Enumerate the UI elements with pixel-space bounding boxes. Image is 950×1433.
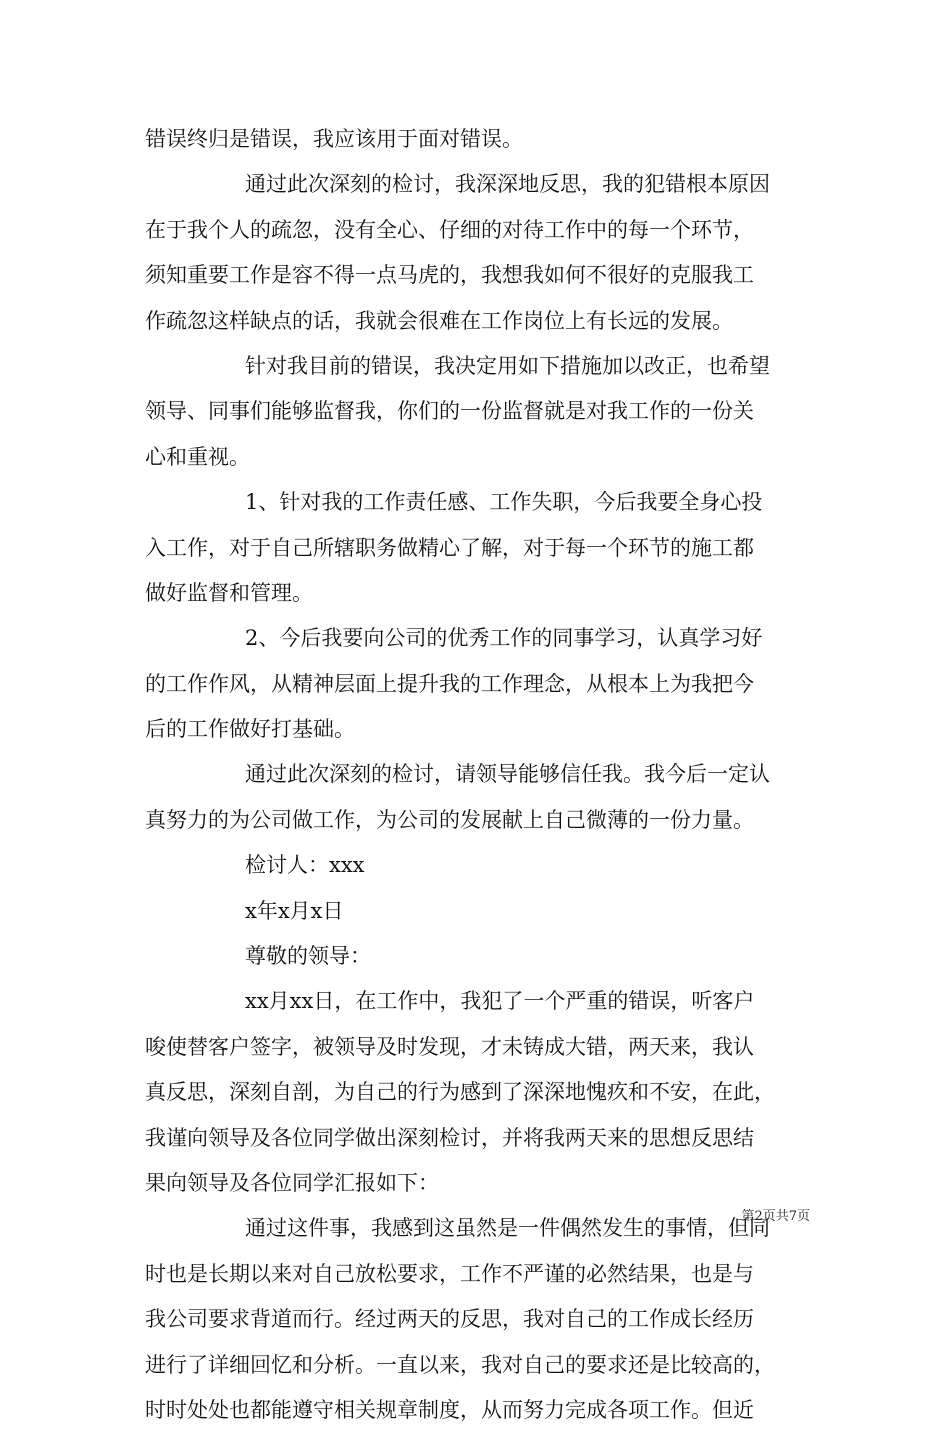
page-number: 第2页共7页 <box>741 1209 810 1224</box>
text-line: 我公司要求背道而行。经过两天的反思，我对自己的工作成长经历 <box>145 1307 754 1332</box>
text-line: 进行了详细回忆和分析。一直以来，我对自己的要求还是比较高的， <box>145 1352 775 1377</box>
text-line: 时时处处也都能遵守相关规章制度，从而努力完成各项工作。但近 <box>145 1397 754 1422</box>
text-line: 1、针对我的工作责任感、工作失职，今后我要全身心投 <box>245 490 763 515</box>
text-line: 后的工作做好打基础。 <box>145 717 355 742</box>
signature-label: 检讨人：xxx <box>245 853 365 878</box>
text-line: 真反思，深刻自剖，为自己的行为感到了深深地愧疚和不安，在此， <box>145 1080 775 1105</box>
text-line: 心和重视。 <box>145 444 250 469</box>
text-line: 错误终归是错误，我应该用于面对错误。 <box>145 127 523 151</box>
text-line: 做好监督和管理。 <box>145 580 313 605</box>
text-line: 2、今后我要向公司的优秀工作的同事学习，认真学习好 <box>245 626 763 651</box>
text-line: 通过此次深刻的检讨，请领导能够信任我。我今后一定认 <box>245 762 770 787</box>
text-line: 唆使替客户签字，被领导及时发现，才未铸成大错，两天来，我认 <box>145 1034 754 1059</box>
text-line: 在于我个人的疏忽，没有全心、仔细的对待工作中的每一个环节， <box>145 217 754 242</box>
date-line: x年x月x日 <box>245 898 344 923</box>
text-line: 通过这件事，我感到这虽然是一件偶然发生的事情，但同 <box>245 1216 770 1241</box>
text-line: 须知重要工作是容不得一点马虎的，我想我如何不很好的克服我工 <box>145 263 754 288</box>
text-line: 的工作作风，从精神层面上提升我的工作理念，从根本上为我把今 <box>145 671 754 696</box>
salutation: 尊敬的领导： <box>245 944 371 969</box>
text-line: 入工作，对于自己所辖职务做精心了解，对于每一个环节的施工都 <box>145 535 754 560</box>
text-line: 作疏忽这样缺点的话，我就会很难在工作岗位上有长远的发展。 <box>145 308 733 333</box>
text-line: 领导、同事们能够监督我，你们的一份监督就是对我工作的一份关 <box>145 399 754 424</box>
document-body <box>145 117 825 1433</box>
text-line: 果向领导及各位同学汇报如下： <box>145 1170 439 1195</box>
text-line: 针对我目前的错误，我决定用如下措施加以改正，也希望 <box>245 353 770 378</box>
text-line: xx月xx日，在工作中，我犯了一个严重的错误，听客户 <box>245 989 755 1014</box>
text-line: 时也是长期以来对自己放松要求，工作不严谨的必然结果，也是与 <box>145 1261 754 1286</box>
text-line: 我谨向领导及各位同学做出深刻检讨，并将我两天来的思想反思结 <box>145 1125 754 1150</box>
text-line: 真努力的为公司做工作，为公司的发展献上自己微薄的一份力量。 <box>145 807 754 832</box>
text-line: 通过此次深刻的检讨，我深深地反思，我的犯错根本原因 <box>245 172 770 197</box>
